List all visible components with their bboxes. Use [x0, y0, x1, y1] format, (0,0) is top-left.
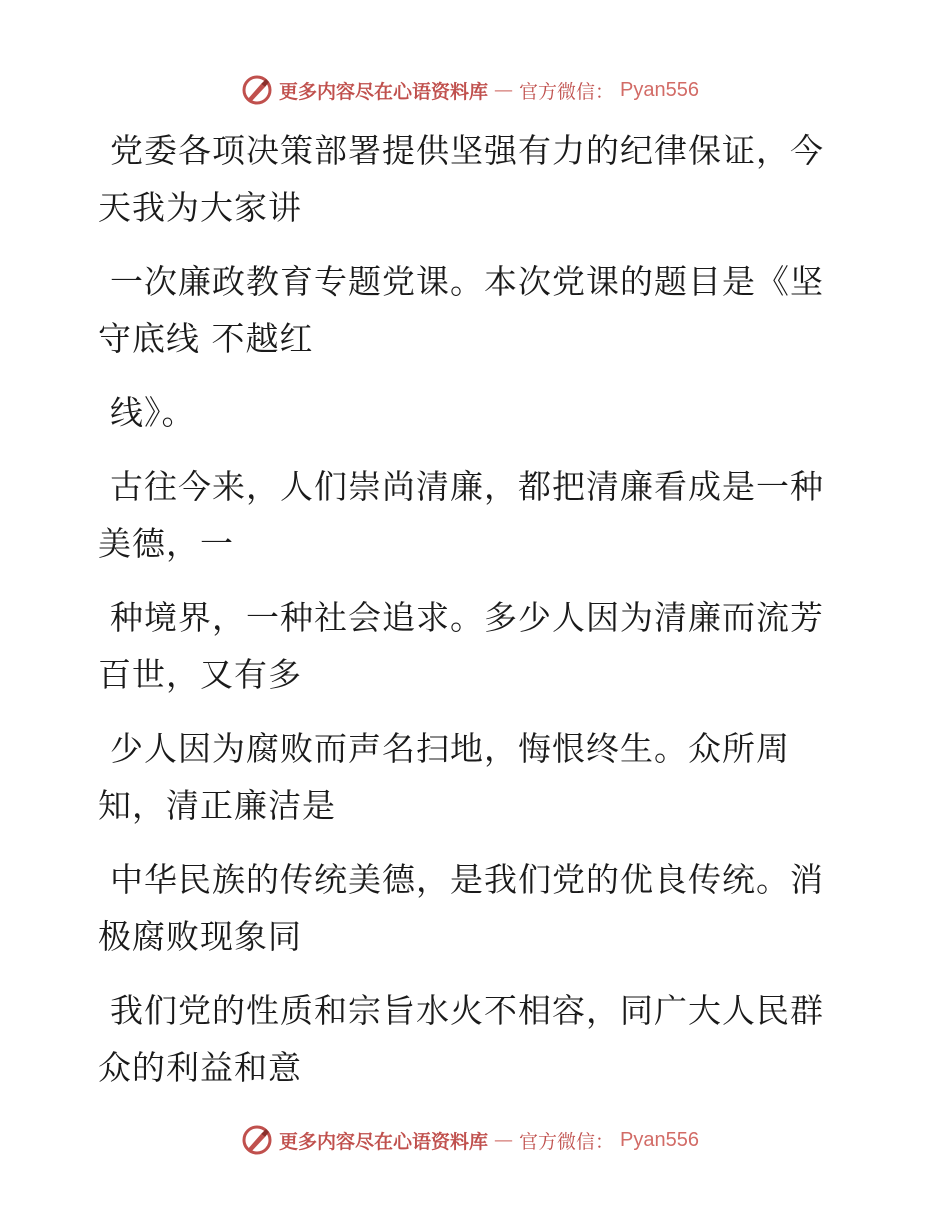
header-banner-wechat-id: Pyan556 [620, 78, 699, 101]
pen-logo-icon [241, 1124, 273, 1156]
footer-banner-wechat-id: Pyan556 [620, 1128, 699, 1151]
text-line: 少人因为腐败而声名扫地，悔恨终生。众所周 [110, 729, 790, 768]
footer-banner-title: 更多内容尽在心语资料库 [279, 1130, 489, 1153]
text-line: 古往今来，人们崇尚清廉，都把清廉看成是一种 [110, 467, 824, 506]
text-line: 知，清正廉洁是 [98, 786, 336, 825]
paragraph [98, 982, 838, 1096]
header-banner [0, 70, 950, 110]
header-banner-content [241, 74, 699, 106]
text-line: 守底线 不越红 [98, 319, 314, 358]
document-body [98, 122, 838, 1113]
text-line: 极腐败现象同 [98, 917, 302, 956]
text-line: 我们党的性质和宗旨水火不相容，同广大人民群 [110, 991, 824, 1030]
paragraph [98, 122, 838, 236]
footer-banner-wechat-label: 官方微信： [519, 1130, 615, 1153]
text-line: 美德，一 [98, 524, 234, 563]
text-line: 一次廉政教育专题党课。本次党课的题目是《坚 [110, 262, 824, 301]
text-line: 天我为大家讲 [98, 188, 302, 227]
paragraph [98, 458, 838, 572]
footer-banner-content [241, 1124, 699, 1156]
text-line: 众的利益和意 [98, 1048, 302, 1087]
paragraph [98, 589, 838, 703]
text-line: 线》。 [110, 393, 196, 432]
paragraph [98, 253, 838, 367]
footer-banner-dash: — [494, 1129, 514, 1151]
paragraph [98, 720, 838, 834]
header-banner-dash: — [494, 79, 514, 101]
header-banner-title: 更多内容尽在心语资料库 [279, 80, 489, 103]
paragraph [98, 851, 838, 965]
pen-logo-icon [241, 74, 273, 106]
text-line: 百世，又有多 [98, 655, 302, 694]
header-banner-wechat-label: 官方微信： [519, 80, 615, 103]
paragraph [98, 384, 838, 441]
text-line: 党委各项决策部署提供坚强有力的纪律保证，今 [110, 131, 824, 170]
text-line: 种境界，一种社会追求。多少人因为清廉而流芳 [110, 598, 824, 637]
text-line: 中华民族的传统美德，是我们党的优良传统。消 [110, 860, 824, 899]
footer-banner [0, 1120, 950, 1160]
